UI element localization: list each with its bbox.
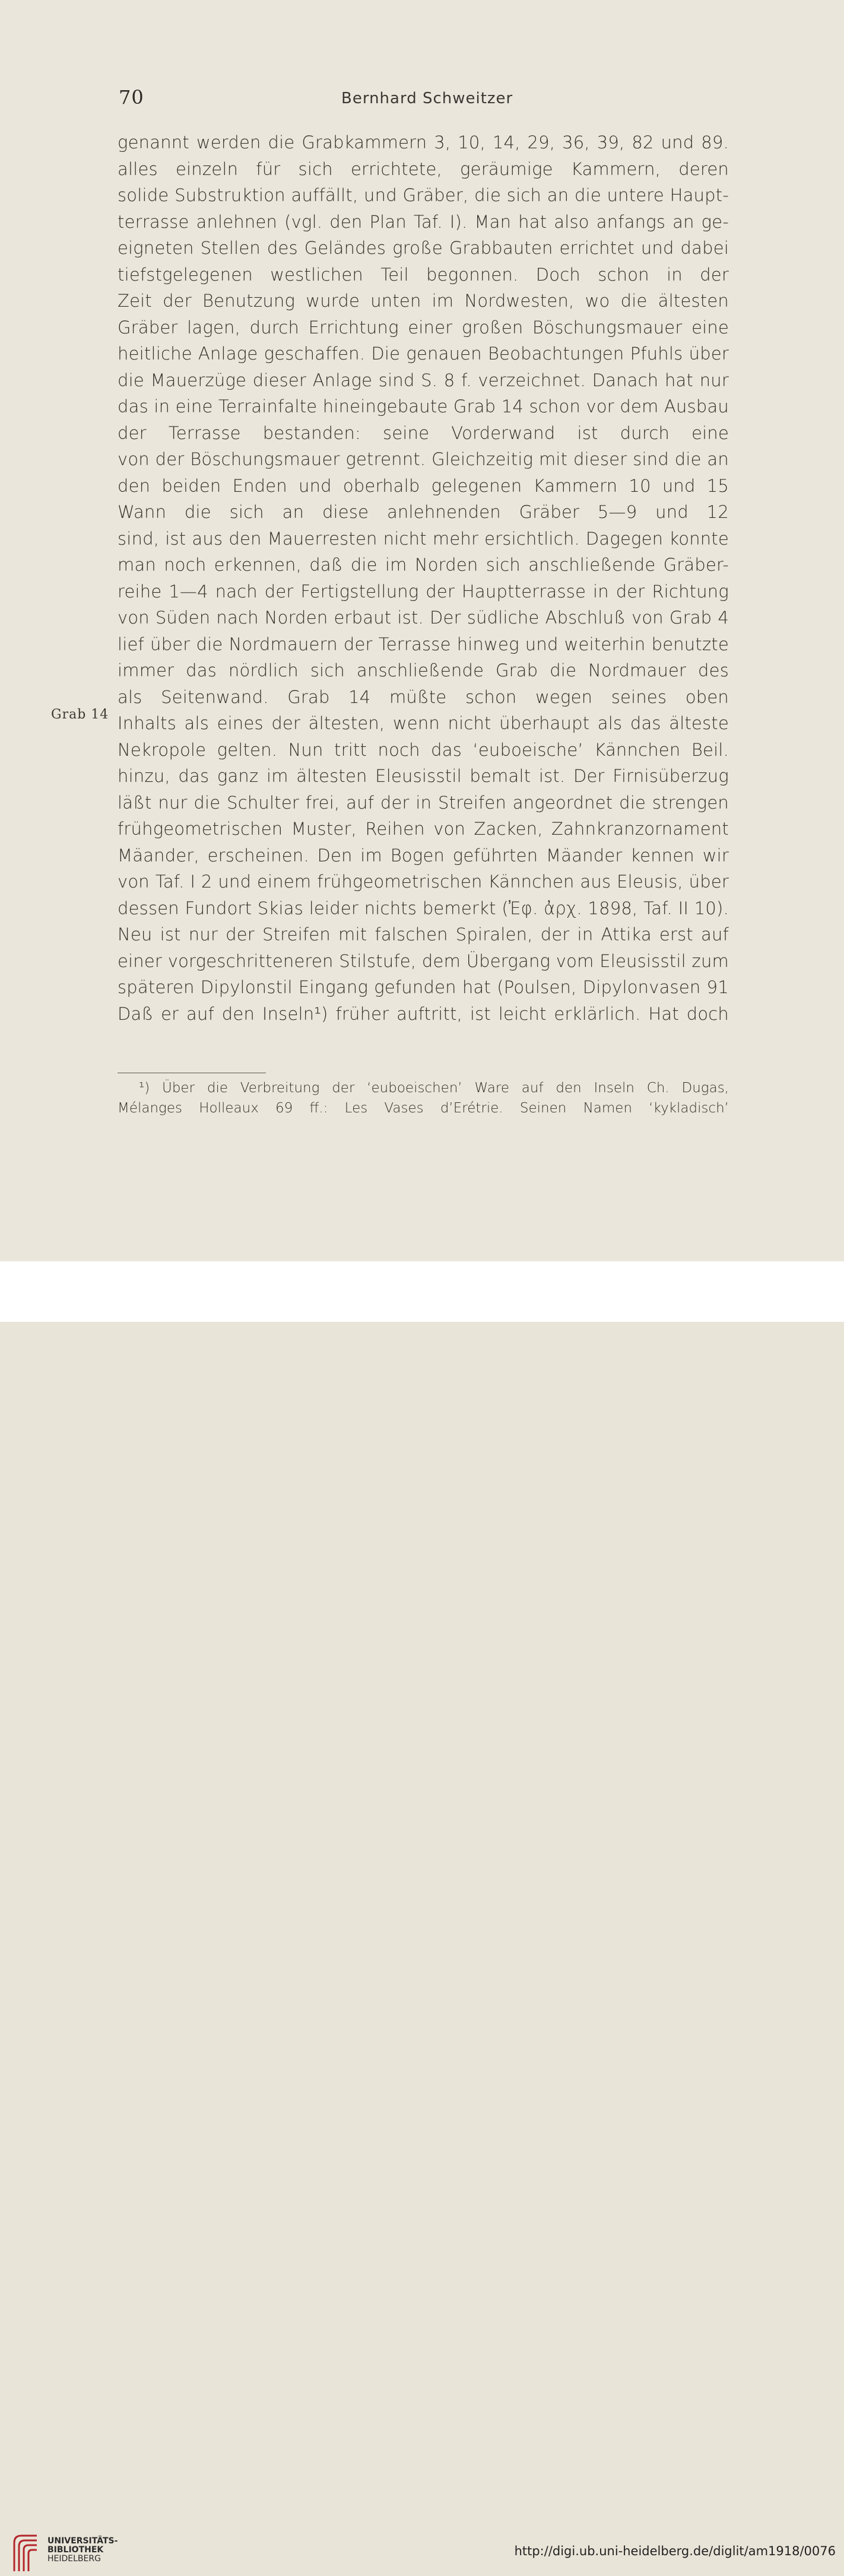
text-line: lief über die Nordmauern der Terrasse hinweg und weiterhin benutzte <box>118 634 729 654</box>
library-name: UNIVERSITÄTS- BIBLIOTHEK HEIDELBERG <box>47 2536 118 2564</box>
page-number: 70 <box>119 86 144 109</box>
text-line: läßt nur die Schulter frei, auf der in Streifen angeordnet die strengen <box>118 792 729 813</box>
text-line: immer das nördlich sich anschließende Grab die Nordmauer des <box>118 660 729 680</box>
body-text <box>118 129 729 1027</box>
footnote-line: Mélanges Holleaux 69 ff.: Les Vases d’Erétrie. Seinen Namen ‘kykladisch’ <box>118 1101 729 1116</box>
text-line: tiefstgelegenen westlichen Teil begonnen. Doch schon in der <box>118 264 729 285</box>
text-line: genannt werden die Grabkammern 3, 10, 14, 29, 36, 39, 82 und 89. <box>118 132 729 152</box>
text-line: terrasse anlehnen (vgl. den Plan Taf. I). Man hat also anfangs an ge- <box>118 211 729 232</box>
text-line: das in eine Terrainfalte hineingebaute Grab 14 schon vor dem Ausbau <box>118 396 729 416</box>
margin-note: Grab 14 <box>51 707 109 722</box>
text-line: man noch erkennen, daß die im Norden sich anschließende Gräber- <box>118 555 729 575</box>
text-line: Nekropole gelten. Nun tritt noch das ‘euboeische’ Kännchen Beil. <box>118 739 729 760</box>
footnotes <box>118 1078 729 1118</box>
text-line: Inhalts als eines der ältesten, wenn nicht überhaupt als das älteste <box>118 713 729 733</box>
text-line: Mäander, erscheinen. Den im Bogen geführten Mäander kennen wir <box>118 845 729 866</box>
text-line: frühgeometrischen Muster, Reihen von Zacken, Zahnkranzornament <box>118 819 729 839</box>
text-line: hinzu, das ganz im ältesten Eleusisstil bemalt ist. Der Firnisüberzug <box>118 766 729 786</box>
text-line: alles einzeln für sich errichtete, geräumige Kammern, deren <box>118 158 729 179</box>
text-line: die Mauerzüge dieser Anlage sind S. 8 f. verzeichnet. Danach hat nur <box>118 370 729 390</box>
page-header <box>119 86 724 110</box>
running-head: Bernhard Schweitzer <box>341 90 513 107</box>
source-url[interactable]: http://digi.ub.uni-heidelberg.de/diglit/am1918/0076 <box>514 2544 836 2558</box>
text-line: dessen Fundort Skias leider nichts bemerkt (Ἐφ. ἀρχ. 1898, Taf. II 10). <box>118 898 729 918</box>
text-line: eigneten Stellen des Geländes große Grabbauten errichtet und dabei <box>118 238 729 258</box>
text-line: solide Substruktion auffällt, und Gräber, die sich an die untere Haupt- <box>118 185 729 205</box>
text-line: von Süden nach Norden erbaut ist. Der südliche Abschluß von Grab 4 <box>118 608 729 628</box>
text-line: Wann die sich an diese anlehnenden Gräber 5—9 und 12 <box>118 502 729 522</box>
text-line: von der Böschungsmauer getrennt. Gleichzeitig mit dieser sind die an <box>118 449 729 469</box>
text-line: den beiden Enden und oberhalb gelegenen Kammern 10 und 15 <box>118 475 729 496</box>
digitization-footer <box>0 1261 844 2564</box>
text-line: der Terrasse bestanden: seine Vorderwand ist durch eine <box>118 422 729 443</box>
text-line: sind, ist aus den Mauerresten nicht mehr ersichtlich. Dagegen konnte <box>118 528 729 549</box>
text-line: späteren Dipylonstil Eingang gefunden hat (Poulsen, Dipylonvasen 91 <box>118 977 729 997</box>
text-line: einer vorgeschritteneren Stilstufe, dem Übergang vom Eleusisstil zum <box>118 950 729 971</box>
text-line: Zeit der Benutzung wurde unten im Nordwesten, wo die ältesten <box>118 291 729 311</box>
library-logo-icon <box>9 2530 42 2576</box>
scanned-page <box>0 0 844 1261</box>
text-line: Daß er auf den Inseln¹) früher auftritt, ist leicht erklärlich. Hat doch <box>118 1003 729 1024</box>
text-line: von Taf. I 2 und einem frühgeometrischen Kännchen aus Eleusis, über <box>118 872 729 892</box>
text-line: heitliche Anlage geschaffen. Die genauen Beobachtungen Pfuhls über <box>118 344 729 364</box>
footnote-line: ¹) Über die Verbreitung der ‘euboeischen’ Ware auf den Inseln Ch. Dugas, <box>139 1080 729 1096</box>
text-line: als Seitenwand. Grab 14 müßte schon wegen seines oben <box>118 686 729 707</box>
text-line: Neu ist nur der Streifen mit falschen Spiralen, der in Attika erst auf <box>118 924 729 944</box>
text-line: Gräber lagen, durch Errichtung einer großen Böschungsmauer eine <box>118 317 729 338</box>
text-line: reihe 1—4 nach der Fertigstellung der Hauptterrasse in der Richtung <box>118 581 729 602</box>
